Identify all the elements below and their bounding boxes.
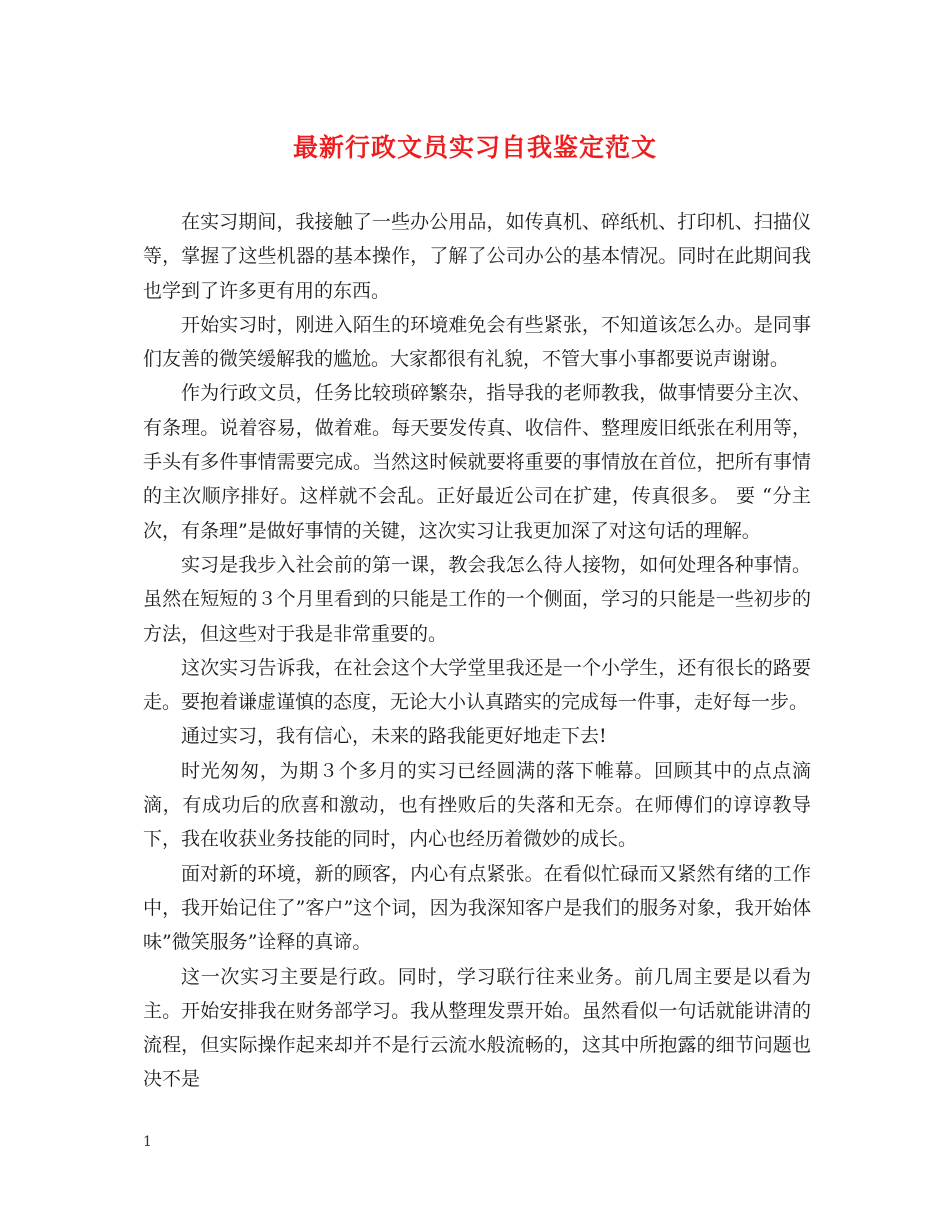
paragraph: 这次实习告诉我，在社会这个大学堂里我还是一个小学生，还有很长的路要走。要抱着谦虚谨慎的态度，无论大小认真踏实的完成每一件事，走好每一步。 [143, 656, 811, 714]
paragraph: 开始实习时，刚进入陌生的环境难免会有些紧张，不知道该怎么办。是同事们友善的微笑缓解我的尴尬。大家都很有礼貌，不管大事小事都要说声谢谢。 [143, 313, 811, 371]
paragraph: 面对新的环境，新的顾客，内心有点紧张。在看似忙碌而又紧然有绪的工作中，我开始记住了”客户”这个词，因为我深知客户是我们的服务对象，我开始体味”微笑服务”诠释的真谛。 [143, 862, 811, 954]
paragraph: 作为行政文员，任务比较琐碎繁杂，指导我的老师教我，做事情要分主次、有条理。说着容易，做着难。每天要发传真、收信件、整理废旧纸张在利用等，手头有多件事情需要完成。当然这时候就要将重要的事情放在首位，把所有事情的主次顺序排好。这样就不会乱。正好最近公司在扩建，传真很多。 要 “分主次，有条理”是做好事情的关键，这次实习让我更加深了对这句话的理解。 [143, 382, 811, 542]
page-number: 1 [143, 1134, 152, 1150]
document-title: 最新行政文员实习自我鉴定范文 [292, 133, 657, 162]
paragraph: 时光匆匆，为期３个多月的实习已经圆满的落下帷幕。回顾其中的点点滴滴，有成功后的欣喜和激动，也有挫败后的失落和无奈。在师傅们的谆谆教导下，我在收获业务技能的同时，内心也经历着微妙的成长。 [143, 759, 811, 851]
paragraph: 实习是我步入社会前的第一课，教会我怎么待人接物，如何处理各种事情。虽然在短短的３个月里看到的只能是工作的一个侧面，学习的只能是一些初步的方法，但这些对于我是非常重要的。 [143, 553, 811, 645]
document-body [143, 205, 811, 1097]
paragraph: 通过实习，我有信心，未来的路我能更好地走下去! [181, 725, 607, 748]
paragraph: 在实习期间，我接触了一些办公用品，如传真机、碎纸机、打印机、扫描仪等，掌握了这些机器的基本操作，了解了公司办公的基本情况。同时在此期间我也学到了许多更有用的东西。 [143, 211, 811, 302]
paragraph: 这一次实习主要是行政。同时，学习联行往来业务。前几周主要是以看为主。开始安排我在财务部学习。我从整理发票开始。虽然看似一句话就能讲清的流程，但实际操作起来却并不是行云流水般流畅的，这其中所抱露的细节问题也决不是 [143, 965, 811, 1091]
